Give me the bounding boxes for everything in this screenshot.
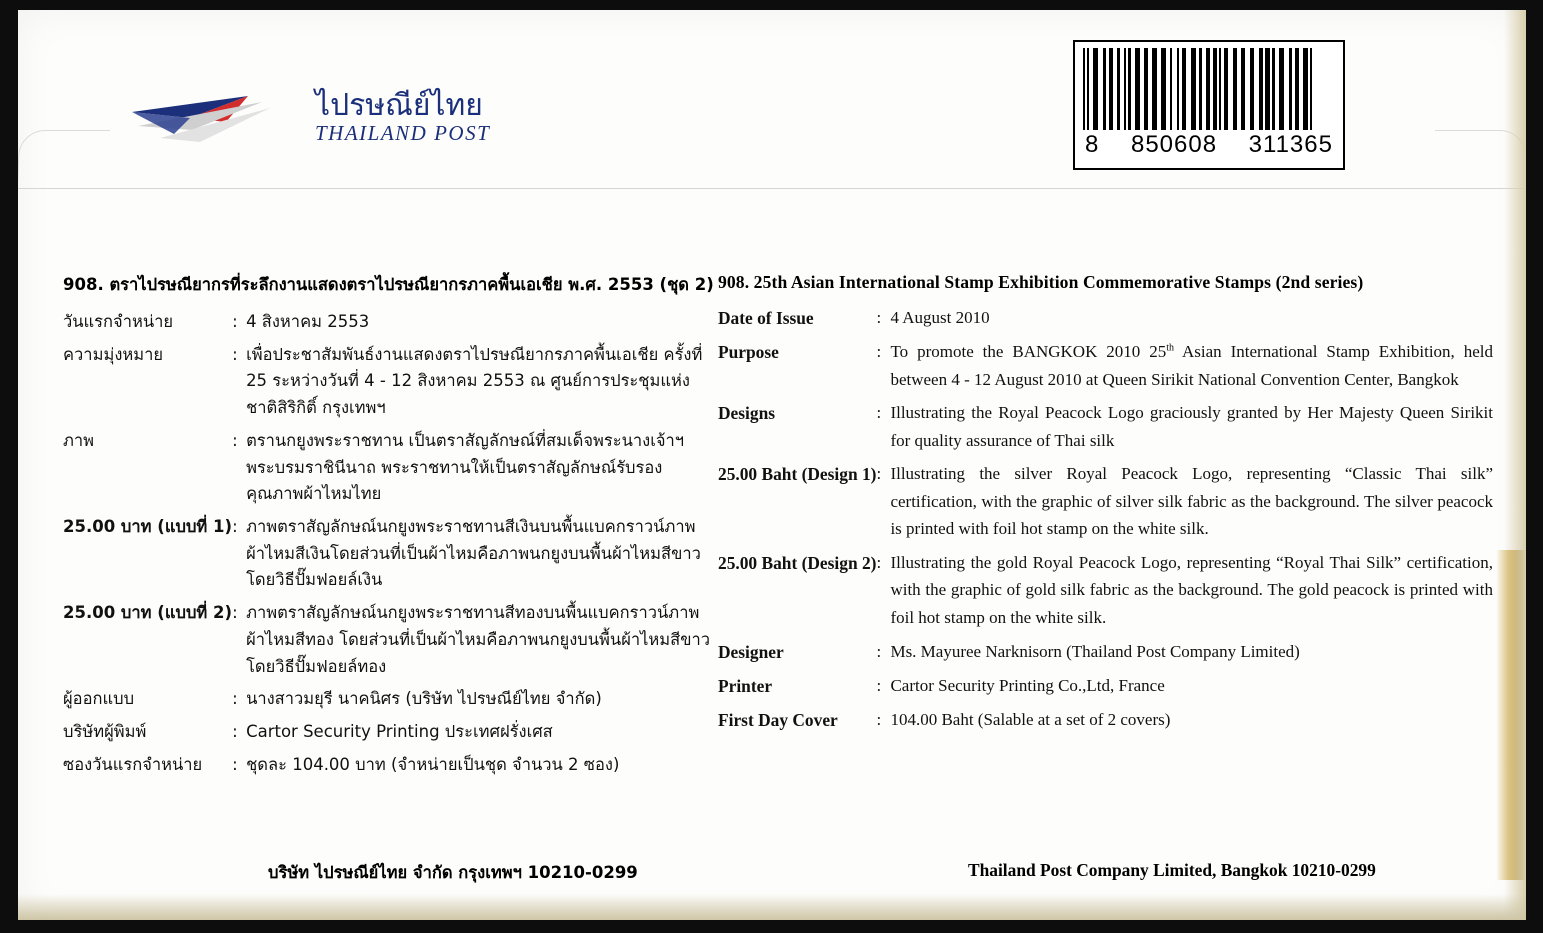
table-row — [63, 719, 713, 752]
flap-corner-left — [18, 130, 110, 191]
thai-label-first-day-cover: ซองวันแรกจำหน่าย — [63, 754, 203, 774]
thai-value-purpose: เพื่อประชาสัมพันธ์งานแสดงตราไปรษณียากรภาคพื้นเอเชีย ครั้งที่ 25 ระหว่างวันที่ 4 - 12 สิงหาคม 2553 ณ ศูนย์การประชุมแห่งชาติสิริกิติ์ กรุงเทพฯ — [246, 344, 703, 418]
english-label-designs: Designs — [718, 403, 776, 424]
thai-label-printer: บริษัทผู้พิมพ์ — [63, 722, 147, 742]
table-row — [718, 338, 1493, 399]
table-row — [63, 428, 713, 514]
thai-value-designer: นางสาวมยุรี นาคนิศร (บริษัท ไปรษณีย์ไทย จำกัด) — [246, 689, 602, 709]
english-colon: : — [876, 403, 882, 423]
barcode-digit-left: 8 — [1085, 131, 1100, 158]
thai-value-date: 4 สิงหาคม 2553 — [246, 312, 370, 331]
paper-plane-icon — [130, 82, 305, 152]
english-value-design-2: Illustrating the gold Royal Peacock Logo, representing “Royal Thai Silk” certification, with the graphic of gold silk fabric as the background. The gold peacock is printed with foil hot stamp on the white silk. — [890, 552, 1493, 627]
thai-colon: : — [232, 312, 238, 331]
english-label-design-2: 25.00 Baht (Design 2) — [718, 552, 877, 573]
english-value-first-day-cover: 104.00 Baht (Salable at a set of 2 covers) — [890, 709, 1171, 729]
english-value-purpose: To promote the BANGKOK 2010 25th Asian International Stamp Exhibition, held between 4 - 12 August 2010 at Queen Sirikit National Convention Center, Bangkok — [890, 342, 1493, 389]
english-colon: : — [876, 342, 882, 362]
table-row — [63, 514, 713, 600]
barcode-bars — [1083, 48, 1335, 130]
english-colon: : — [876, 641, 882, 661]
english-colon: : — [876, 709, 882, 729]
table-row — [63, 686, 713, 719]
barcode-digits — [1083, 130, 1335, 159]
english-label-design-1: 25.00 Baht (Design 1) — [718, 464, 877, 485]
thai-label-design-1: 25.00 บาท (แบบที่ 1) — [63, 517, 233, 537]
flap-corner-right — [1435, 130, 1526, 191]
thai-colon: : — [232, 722, 238, 742]
english-value-design-1: Illustrating the silver Royal Peacock Logo, representing “Classic Thai silk” certification, with the graphic of silver silk fabric as the background. The silver peacock is printed with foil hot stamp on the white silk. — [890, 464, 1493, 539]
logo-english-name: THAILAND POST — [315, 120, 491, 145]
thai-label-purpose: ความมุ่งหมาย — [63, 344, 164, 364]
thai-label-designer: ผู้ออกแบบ — [63, 689, 135, 709]
thai-colon: : — [232, 603, 238, 623]
english-detail-table — [718, 304, 1493, 740]
english-label-date: Date of Issue — [718, 308, 814, 328]
thai-detail-table — [63, 309, 713, 785]
english-value-designs: Illustrating the Royal Peacock Logo graciously granted by Her Majesty Queen Sirikit for quality assurance of Thai silk — [890, 403, 1493, 450]
logo-wordmark — [315, 82, 490, 144]
english-label-printer: Printer — [718, 675, 773, 696]
table-row — [63, 342, 713, 428]
table-row — [718, 638, 1493, 672]
table-row — [718, 706, 1493, 740]
thai-footer: บริษัท ไปรษณีย์ไทย จำกัด กรุงเทพฯ 10210-0299 — [268, 863, 638, 882]
flap-fold-line — [18, 188, 1526, 189]
table-row — [718, 549, 1493, 638]
thai-value-design-2: ภาพตราสัญลักษณ์นกยูงพระราชทานสีทองบนพื้นแบคกราวน์ภาพผ้าไหมสีทอง โดยส่วนที่เป็นผ้าไหมคือภาพนกยูงบนพื้นผ้าไหมสีขาวโดยวิธีปั๊มฟอยล์ทอง — [246, 603, 711, 676]
barcode-digit-group-1: 850608 — [1130, 131, 1218, 158]
thai-title: 908. ตราไปรษณียากรที่ระลึกงานแสดงตราไปรษณียากรภาคพื้นเอเชีย พ.ศ. 2553 (ชุด 2) — [63, 275, 714, 294]
thai-label-date: วันแรกจำหน่าย — [63, 312, 174, 331]
first-day-cover-envelope — [18, 10, 1526, 920]
barcode-digit-group-2: 311365 — [1248, 131, 1333, 158]
thai-value-designs: ตรานกยูงพระราชทาน เป็นตราสัญลักษณ์ที่สมเด็จพระนางเจ้าฯ พระบรมราชินีนาถ พระราชทานให้เป็นตราสัญลักษณ์รับรองคุณภาพผ้าไหมไทย — [246, 430, 685, 504]
issue-description — [18, 272, 1526, 892]
english-footer: Thailand Post Company Limited, Bangkok 10210-0299 — [968, 860, 1376, 880]
table-row — [63, 600, 713, 686]
logo-thai-name: ไปรษณีย์ไทย — [315, 88, 483, 123]
thai-colon: : — [232, 430, 238, 450]
thai-colon: : — [232, 689, 238, 709]
english-colon: : — [876, 464, 882, 484]
thai-colon: : — [232, 344, 238, 364]
english-value-date: 4 August 2010 — [890, 308, 990, 327]
english-value-designer: Ms. Mayuree Narknisorn (Thailand Post Company Limited) — [890, 641, 1300, 661]
barcode — [1073, 40, 1345, 170]
english-colon: : — [876, 308, 882, 327]
table-row — [718, 399, 1493, 460]
english-column — [718, 272, 1493, 740]
english-label-first-day-cover: First Day Cover — [718, 709, 838, 730]
english-colon: : — [876, 675, 882, 695]
table-row — [63, 309, 713, 342]
english-value-printer: Cartor Security Printing Co.,Ltd, France — [890, 675, 1165, 695]
thai-colon: : — [232, 517, 238, 537]
thai-column — [63, 272, 713, 785]
english-label-designer: Designer — [718, 641, 784, 662]
thai-colon: : — [232, 754, 238, 774]
thai-label-design-2: 25.00 บาท (แบบที่ 2) — [63, 603, 233, 623]
thai-value-design-1: ภาพตราสัญลักษณ์นกยูงพระราชทานสีเงินบนพื้นแบคกราวน์ภาพผ้าไหมสีเงินโดยส่วนที่เป็นผ้าไหมคือภาพนกยูงบนพื้นผ้าไหมสีขาวโดยวิธีปั๊มฟอยล์เงิน — [246, 517, 701, 590]
thailand-post-logo — [130, 82, 490, 152]
table-row — [718, 460, 1493, 549]
table-row — [718, 672, 1493, 706]
thai-value-printer: Cartor Security Printing ประเทศฝรั่งเศส — [246, 722, 553, 742]
english-title: 908. 25th Asian International Stamp Exhibition Commemorative Stamps (2nd series) — [718, 272, 1364, 292]
english-colon: : — [876, 552, 882, 572]
thai-value-first-day-cover: ชุดละ 104.00 บาท (จำหน่ายเป็นชุด จำนวน 2 ซอง) — [246, 754, 620, 774]
paper-edge-bottom — [18, 894, 1526, 920]
table-row — [718, 304, 1493, 338]
table-row — [63, 752, 713, 785]
thai-label-designs: ภาพ — [63, 430, 95, 450]
english-label-purpose: Purpose — [718, 342, 779, 363]
